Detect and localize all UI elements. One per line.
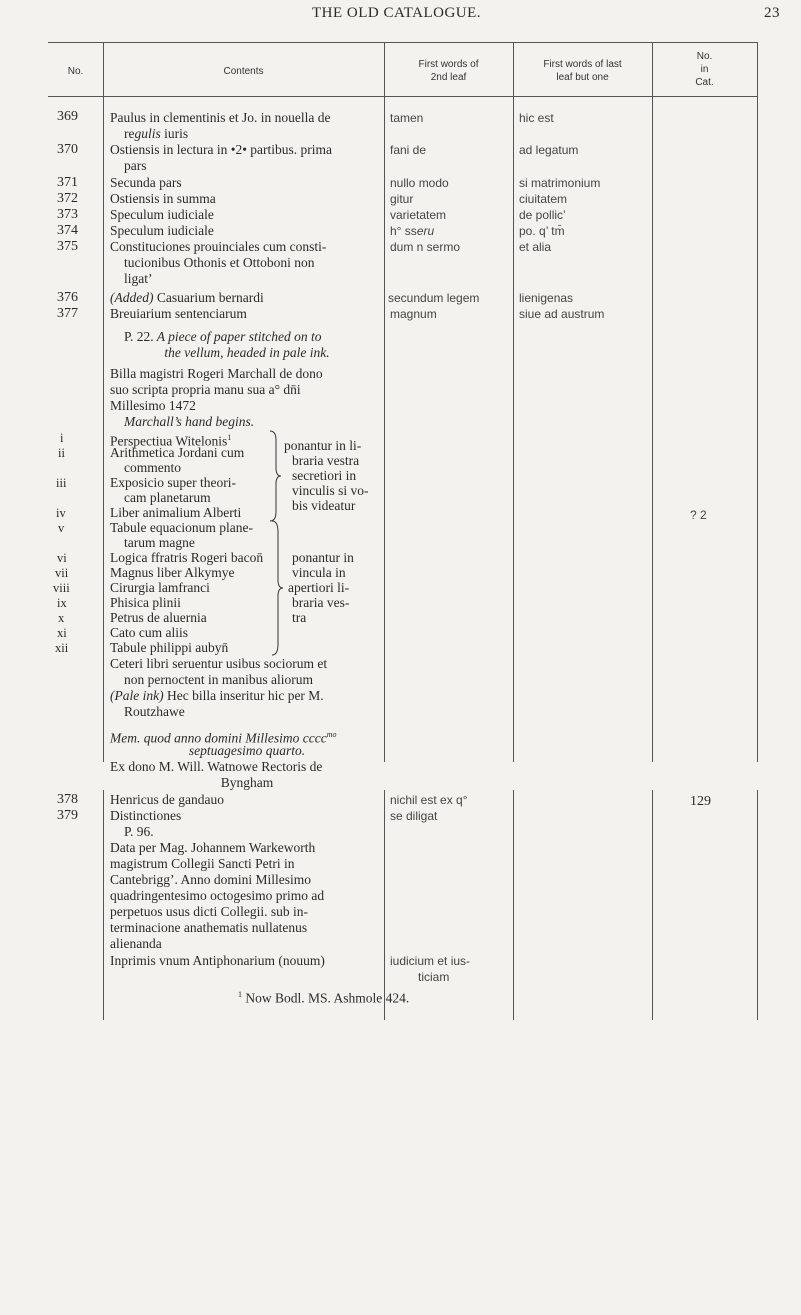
first-words-2nd-leaf-cont: ticiam <box>418 970 450 984</box>
row-number: 371 <box>57 175 78 190</box>
column-rule-3 <box>513 42 514 762</box>
header-cat: No. in Cat. <box>695 51 714 88</box>
entry-title: Speculum iudiciale <box>110 207 214 222</box>
book-item: Phisica plinii <box>110 595 181 610</box>
entry-title: Ostiensis in summa <box>110 191 216 206</box>
column-rule-4b <box>652 790 653 1020</box>
memorandum: Mem. quod anno domini Millesimo cccc$^{mo}$ <box>110 730 337 746</box>
billa-line: Millesimo 1472 <box>110 398 196 413</box>
roman-numeral: i <box>60 431 64 445</box>
row-number: 379 <box>57 808 78 823</box>
page-number: 23 <box>764 5 780 21</box>
first-words-last-leaf: siue ad austrum <box>519 307 605 321</box>
book-item-cont: tarum magne <box>124 535 195 550</box>
memorandum-cont: Ex dono M. Will. Watnowe Rectoris de <box>110 759 323 774</box>
entry-title: Constituciones prouinciales cum consti- <box>110 239 327 254</box>
column-rule-3b <box>513 790 514 1020</box>
book-item-cont: cam planetarum <box>124 490 211 505</box>
roman-numeral: iii <box>56 476 67 490</box>
first-words-2nd-leaf: se diligat <box>390 809 438 823</box>
entry-title: Secunda pars <box>110 175 182 190</box>
note-ref: P. 96. <box>124 824 154 839</box>
book-item: Tabule philippi aubyn̄ <box>110 640 229 655</box>
note-text: alienanda <box>110 936 162 951</box>
brace-text: apertiori li- <box>288 580 350 595</box>
row-number: 373 <box>57 207 78 222</box>
entry-title: Ostiensis in lectura in •2• partibus. prima <box>110 142 333 157</box>
column-rule-2b <box>384 790 385 1020</box>
note-text: terminacione anathematis nullatenus <box>110 920 308 935</box>
entry-title: (Added) Casuarium bernardi <box>110 290 264 305</box>
brace-text: braria ves- <box>292 595 350 610</box>
book-item: Perspectiua Witelonis$^1$ <box>110 433 232 449</box>
first-words-2nd-leaf: nullo modo <box>390 176 449 190</box>
roman-numeral: v <box>58 521 65 535</box>
note-heading-cont: the vellum, headed in pale ink. <box>164 345 330 360</box>
note-text: Routzhawe <box>124 704 185 719</box>
first-words-2nd-leaf: iudicium et ius- <box>390 954 471 968</box>
note-text: non pernoctent in manibus aliorum <box>124 672 313 687</box>
cat-number: 129 <box>690 794 711 809</box>
note-text: (Pale ink) Hec billa inseritur hic per M. <box>110 688 324 703</box>
brace-text: vincula in <box>292 565 346 580</box>
memorandum-cont: Byngham <box>220 775 274 790</box>
first-words-last-leaf: po. q’ tm̄ <box>519 224 565 238</box>
column-rule-5b <box>757 790 758 1020</box>
entry-title: Breuiarium sentenciarum <box>110 306 247 321</box>
first-words-2nd-leaf: dum n sermo <box>390 240 461 254</box>
header-first-words: First words of 2nd leaf <box>418 59 479 83</box>
roman-numeral: vi <box>57 551 67 565</box>
row-number: 369 <box>57 109 78 124</box>
first-words-2nd-leaf: magnum <box>390 307 437 321</box>
column-rule-1 <box>103 42 104 762</box>
entry-title-cont: ligat’ <box>124 271 153 286</box>
column-rule-5 <box>757 42 758 762</box>
note-heading: P. 22. A piece of paper stitched on to <box>124 329 322 344</box>
book-item-cont: commento <box>124 460 181 475</box>
roman-numeral: viii <box>53 581 70 595</box>
first-words-2nd-leaf: varietatem <box>390 208 447 222</box>
row-number: 375 <box>57 239 78 254</box>
entry-title: Henricus de gandauo <box>110 792 224 807</box>
running-title: THE OLD CATALOGUE. <box>312 5 482 21</box>
first-words-2nd-leaf: gitur <box>390 192 414 206</box>
footnote: $^1$ Now Bodl. MS. Ashmole 424. <box>238 990 410 1006</box>
first-words-last-leaf: si matrimonium <box>519 176 601 190</box>
roman-numeral: ix <box>57 596 67 610</box>
row-number: 376 <box>57 290 78 305</box>
column-rule-2 <box>384 42 385 762</box>
book-item: Tabule equacionum plane- <box>110 520 253 535</box>
note-text: quadringentesimo octogesimo primo ad <box>110 888 325 903</box>
entry-title: Inprimis vnum Antiphonarium (nouum) <box>110 953 325 968</box>
row-number: 370 <box>57 142 78 157</box>
header-last-words: First words of last leaf but one <box>543 59 622 83</box>
roman-numeral: xii <box>55 641 69 655</box>
billa-line: suo scripta propria manu sua a° dn̄i <box>110 382 301 397</box>
first-words-last-leaf: ciuitatem <box>519 192 568 206</box>
entry-title: Paulus in clementinis et Jo. in nouella de <box>110 110 331 125</box>
row-number: 374 <box>57 223 78 238</box>
roman-numeral: x <box>58 611 65 625</box>
entry-title: Speculum iudiciale <box>110 223 214 238</box>
book-item: Arithmetica Jordani cum <box>110 445 245 460</box>
cat-number: ? 2 <box>690 508 707 522</box>
book-item: Magnus liber Alkymye <box>110 565 235 580</box>
book-item: Petrus de aluernia <box>110 610 207 625</box>
first-words-2nd-leaf: fani de <box>390 143 427 157</box>
first-words-2nd-leaf: tamen <box>390 111 424 125</box>
book-item: Liber animalium Alberti <box>110 505 242 520</box>
brace-text: secretiori in <box>292 468 357 483</box>
first-words-last-leaf: lienigenas <box>519 291 574 305</box>
column-rule-4 <box>652 42 653 762</box>
roman-numeral: ii <box>58 446 65 460</box>
note-text: Ceteri libri seruentur usibus sociorum et <box>110 656 328 671</box>
entry-title: Distinctiones <box>110 808 182 823</box>
book-item: Cirurgia lamfranci <box>110 580 210 595</box>
entry-title-cont: regulis iuris <box>124 126 189 141</box>
first-words-2nd-leaf: h° sseru <box>390 224 435 238</box>
row-number: 378 <box>57 792 78 807</box>
roman-numeral: xi <box>57 626 67 640</box>
header-no: No. <box>67 66 84 77</box>
note-text: Data per Mag. Johannem Warkeworth <box>110 840 316 855</box>
book-item: Exposicio super theori- <box>110 475 236 490</box>
roman-numeral: iv <box>56 506 66 520</box>
book-item: Cato cum aliis <box>110 625 188 640</box>
brace-text: vinculis si vo- <box>292 483 369 498</box>
memorandum-cont: septuagesimo quarto. <box>188 743 306 758</box>
roman-numeral: vii <box>55 566 69 580</box>
first-words-last-leaf: ad legatum <box>519 143 579 157</box>
brace-text: ponantur in <box>292 550 354 565</box>
brace-b <box>270 520 284 656</box>
note-text: Cantebrigg’. Anno domini Millesimo <box>110 872 311 887</box>
brace-text: braria vestra <box>292 453 360 468</box>
brace-text: bis videatur <box>292 498 356 513</box>
entry-title-cont: pars <box>124 158 147 173</box>
column-rule-1b <box>103 790 104 1020</box>
brace-text: tra <box>292 610 307 625</box>
note-text: magistrum Collegii Sancti Petri in <box>110 856 295 871</box>
row-number: 377 <box>57 306 78 321</box>
header-contents: Contents <box>223 66 264 77</box>
first-words-2nd-leaf: nichil est ex q° <box>390 793 468 807</box>
book-item: Logica ffratris Rogeri bacon̄ <box>110 550 264 565</box>
brace-text: ponantur in li- <box>284 438 362 453</box>
entry-title-cont: tucionibus Othonis et Ottoboni non <box>124 255 315 270</box>
first-words-last-leaf: et alia <box>519 240 552 254</box>
hand-begins-note: Marchall’s hand begins. <box>124 414 255 429</box>
first-words-2nd-leaf: secundum legem <box>388 291 480 305</box>
row-number: 372 <box>57 191 78 206</box>
note-text: perpetuos usus dicti Collegii. sub in- <box>110 904 308 919</box>
first-words-last-leaf: hic est <box>519 111 554 125</box>
first-words-last-leaf: de pollic’ <box>519 208 566 222</box>
brace-a <box>268 430 282 522</box>
billa-line: Billa magistri Rogeri Marchall de dono <box>110 366 323 381</box>
